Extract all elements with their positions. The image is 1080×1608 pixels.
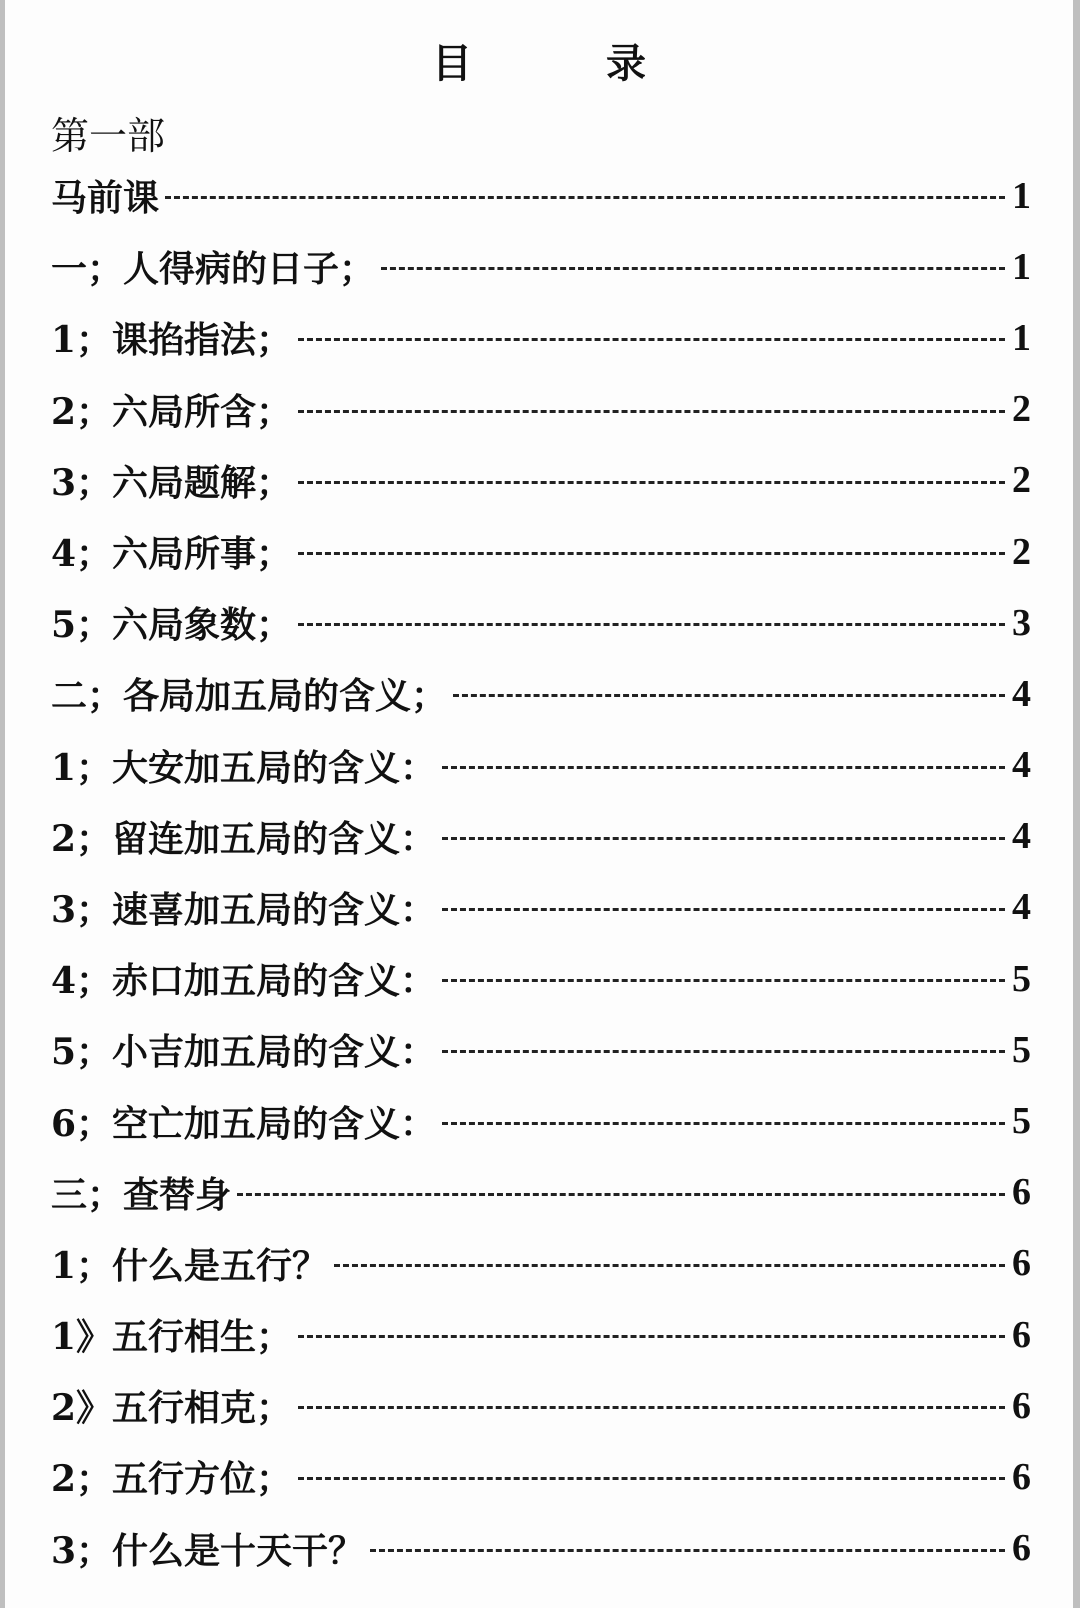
toc-entry-label: 马前课: [51, 177, 160, 220]
toc-entry-label: 3；六局题解；: [51, 461, 293, 504]
toc-entry-page: 4: [1012, 815, 1031, 858]
toc-entry-label: 3；什么是十天干？: [51, 1529, 365, 1572]
dot-leader: [298, 1406, 1005, 1409]
toc-entry[interactable]: [51, 302, 1031, 373]
toc-entry-label: 4；赤口加五局的含义：: [51, 960, 437, 1003]
toc-entry-label: 1；大安加五局的含义：: [51, 746, 437, 789]
toc-entry-label: 2；留连加五局的含义：: [51, 817, 437, 860]
toc-entry[interactable]: [51, 658, 1031, 729]
toc-entry-page: 1: [1012, 245, 1031, 288]
dot-leader: [237, 1193, 1005, 1196]
toc-entry-label: 三；查替身: [51, 1173, 232, 1216]
toc-entry-page: 5: [1012, 1028, 1031, 1071]
page-title: 目 录: [432, 40, 706, 87]
toc-entry[interactable]: [51, 1157, 1031, 1228]
toc-entry[interactable]: [51, 1085, 1031, 1156]
toc-entry-page: 1: [1012, 316, 1031, 359]
dot-leader: [442, 766, 1005, 769]
dot-leader: [298, 410, 1005, 413]
dot-leader: [442, 837, 1005, 840]
toc-entry[interactable]: [51, 516, 1031, 587]
toc-entry-label: 1；什么是五行？: [51, 1244, 329, 1287]
dot-leader: [334, 1264, 1005, 1267]
toc-entry-label: 5；小吉加五局的含义：: [51, 1031, 437, 1074]
dot-leader: [442, 908, 1005, 911]
toc-entry[interactable]: [51, 1014, 1031, 1085]
toc-entry-page: 4: [1012, 672, 1031, 715]
dot-leader: [298, 1335, 1005, 1338]
toc-entry-page: 6: [1012, 1242, 1031, 1285]
part-heading: 第一部: [51, 114, 166, 158]
dot-leader: [165, 196, 1005, 199]
dot-leader: [298, 1477, 1005, 1480]
toc-entry[interactable]: [51, 1370, 1031, 1441]
toc-entry-label: 一；人得病的日子；: [51, 248, 376, 291]
toc-entry-page: 5: [1012, 1100, 1031, 1143]
toc-entry[interactable]: [51, 1299, 1031, 1370]
toc-entry-page: 2: [1012, 459, 1031, 502]
dot-leader: [298, 552, 1005, 555]
dot-leader: [370, 1549, 1005, 1552]
toc-entry[interactable]: [51, 445, 1031, 516]
toc-entry-page: 2: [1012, 388, 1031, 431]
toc-entry-page: 4: [1012, 886, 1031, 929]
toc-entry-label: 1；课掐指法；: [51, 319, 293, 362]
dot-leader: [298, 338, 1005, 341]
toc-entry[interactable]: [51, 943, 1031, 1014]
toc-entry[interactable]: [51, 160, 1031, 231]
toc-entry-page: 1: [1012, 174, 1031, 217]
toc-entry-label: 5；六局象数；: [51, 604, 293, 647]
toc-entry-label: 2；五行方位；: [51, 1458, 293, 1501]
dot-leader: [298, 623, 1005, 626]
toc-entry-page: 4: [1012, 744, 1031, 787]
toc-entry-label: 6；空亡加五局的含义：: [51, 1102, 437, 1145]
toc-entry[interactable]: [51, 801, 1031, 872]
toc-entry-label: 二；各局加五局的含义；: [51, 675, 448, 718]
dot-leader: [381, 267, 1005, 270]
toc-entry-page: 6: [1012, 1171, 1031, 1214]
dot-leader: [298, 481, 1005, 484]
toc-entry[interactable]: [51, 1513, 1031, 1584]
toc-entry-label: 2》五行相克；: [51, 1387, 293, 1430]
toc-entry-label: 1》五行相生；: [51, 1316, 293, 1359]
toc-entry[interactable]: [51, 374, 1031, 445]
toc-entry-page: 2: [1012, 530, 1031, 573]
toc-entry-label: 4；六局所事；: [51, 533, 293, 576]
toc-list: [51, 160, 1031, 1584]
toc-entry[interactable]: [51, 1228, 1031, 1299]
toc-entry-page: 6: [1012, 1313, 1031, 1356]
toc-entry-page: 6: [1012, 1384, 1031, 1427]
toc-entry[interactable]: [51, 231, 1031, 302]
toc-entry[interactable]: [51, 730, 1031, 801]
toc-entry-label: 3；速喜加五局的含义：: [51, 888, 437, 931]
toc-entry[interactable]: [51, 872, 1031, 943]
dot-leader: [442, 979, 1005, 982]
dot-leader: [453, 694, 1005, 697]
toc-entry-page: 5: [1012, 957, 1031, 1000]
toc-entry-page: 6: [1012, 1527, 1031, 1570]
toc-entry[interactable]: [51, 587, 1031, 658]
toc-entry-page: 6: [1012, 1455, 1031, 1498]
dot-leader: [442, 1050, 1005, 1053]
dot-leader: [442, 1122, 1005, 1125]
toc-entry-label: 2；六局所含；: [51, 390, 293, 433]
toc-entry-page: 3: [1012, 601, 1031, 644]
toc-entry[interactable]: [51, 1441, 1031, 1512]
